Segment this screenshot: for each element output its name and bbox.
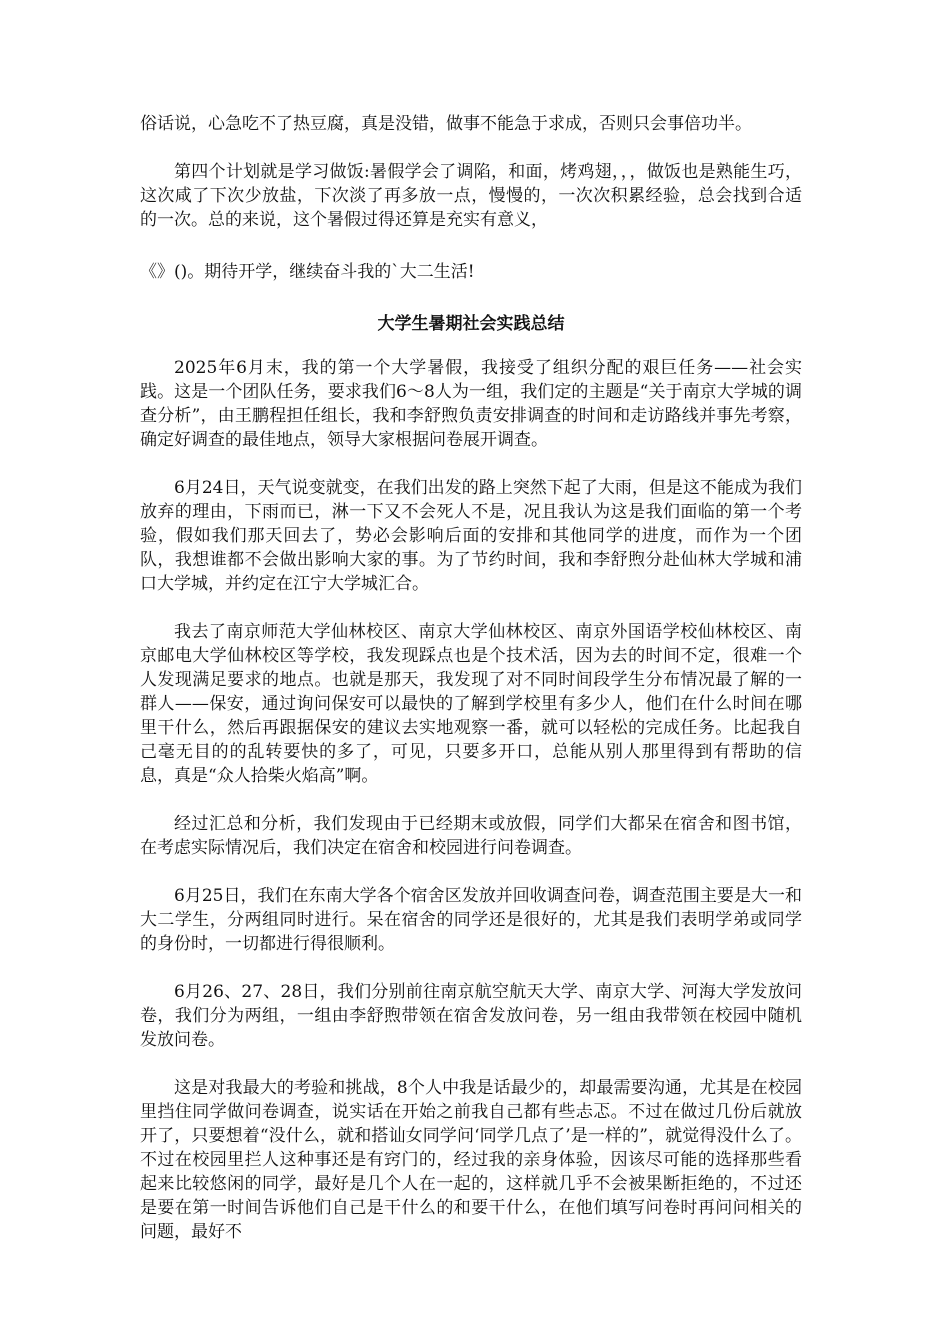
paragraph-1: 俗话说，心急吃不了热豆腐，真是没错，做事不能急于求成，否则只会事倍功半。 — [140, 114, 752, 134]
paragraph-4: 2025年6月末，我的第一个大学暑假，我接受了组织分配的艰巨任务——社会实践。这是一个团队任务，要求我们6～8人为一组，我们定的主题是“关于南京大学城的调查分析”，由王鹏程担任组长，我和李舒煦负责安排调查的时间和走访路线并事先考察，确定好调查的最佳地点，领导大家根据问卷展开调查。 — [140, 358, 802, 450]
document-page — [140, 112, 802, 1244]
paragraph-8: 6月25日，我们在东南大学各个宿舍区发放并回收调查问卷，调查范围主要是大一和大二学生，分两组同时进行。呆在宿舍的同学还是很好的，尤其是我们表明学弟或同学的身份时，一切都进行得很顺利。 — [140, 886, 802, 954]
paragraph-6: 我去了南京师范大学仙林校区、南京大学仙林校区、南京外国语学校仙林校区、南京邮电大学仙林校区等学校，我发现踩点也是个技术活，因为去的时间不定，很难一个人发现满足要求的地点。也就是那天，我发现了对不同时间段学生分布情况最了解的一群人——保安，通过询问保安可以最快的了解到学校里有多少人，他们在什么时间在哪里干什么，然后再跟据保安的建议去实地观察一番，就可以轻松的完成任务。比起我自己毫无目的的乱转要快的多了，可见，只要多开口，总能从别人那里得到有帮助的信息，真是“众人拾柴火焰高”啊。 — [140, 622, 802, 786]
paragraph-5: 6月24日，天气说变就变，在我们出发的路上突然下起了大雨，但是这不能成为我们放弃的理由，下雨而已，淋一下又不会死人不是，况且我认为这是我们面临的第一个考验，假如我们那天回去了，势必会影响后面的安排和其他同学的进度，而作为一个团队，我想谁都不会做出影响大家的事。为了节约时间，我和李舒煦分赴仙林大学城和浦口大学城，并约定在江宁大学城汇合。 — [140, 478, 802, 594]
paragraph-7: 经过汇总和分析，我们发现由于已经期末或放假，同学们大都呆在宿舍和图书馆，在考虑实际情况后，我们决定在宿舍和校园进行问卷调查。 — [140, 814, 802, 858]
paragraph-10: 这是对我最大的考验和挑战，8个人中我是话最少的，却最需要沟通，尤其是在校园里挡住同学做问卷调查，说实话在开始之前我自己都有些忐忑。不过在做过几份后就放开了，只要想着“没什么，就和搭讪女同学问‘同学几点了’是一样的”，就觉得没什么了。不过在校园里拦人这种事还是有窍门的，经过我的亲身体验，因该尽可能的选择那些看起来比较悠闲的同学，最好是几个人在一起的，这样就几乎不会被果断拒绝的，不过还是要在第一时间告诉他们自己是干什么的和要干什么，在他们填写问卷时再问问相关的问题，最好不 — [140, 1078, 802, 1242]
paragraph-9: 6月26、27、28日，我们分别前往南京航空航天大学、南京大学、河海大学发放问卷，我们分为两组，一组由李舒煦带领在宿舍发放问卷，另一组由我带领在校园中随机发放问卷。 — [140, 982, 802, 1050]
paragraph-2: 第四个计划就是学习做饭:暑假学会了调陷，和面，烤鸡翅，，，做饭也是熟能生巧，这次咸了下次少放盐，下次淡了再多放一点，慢慢的，一次次积累经验，总会找到合适的一次。总的来说，这个暑假过得还算是充实有意义， — [140, 162, 802, 230]
document-title: 大学生暑期社会实践总结 — [377, 314, 565, 334]
paragraph-3: 《》()。期待开学，继续奋斗我的`大二生活! — [140, 262, 475, 282]
